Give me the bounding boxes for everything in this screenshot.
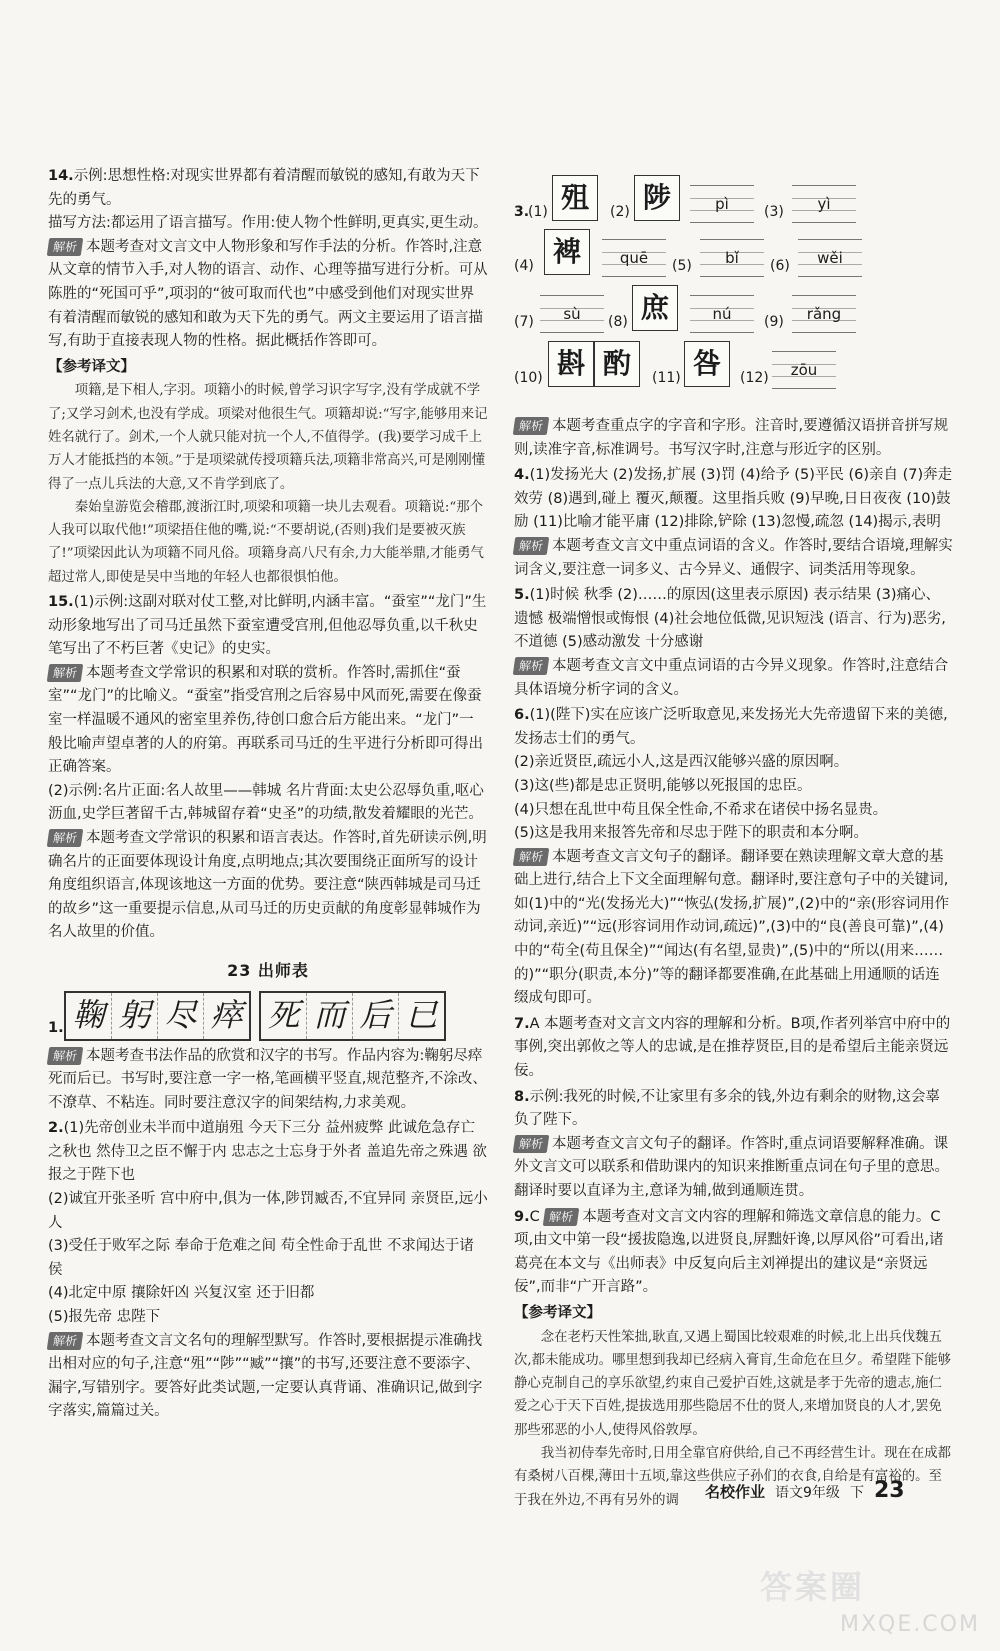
answer-text: A 本题考查对文言文内容的理解和分析。B项,作者列举宫中府中的事例,突出郭攸之等人的忠诚,是在推荐贤臣,目的是希望后主能亲贤远佞。 [514, 1015, 951, 1080]
cell-label: (10) [514, 370, 543, 386]
pinyin-box [690, 295, 754, 333]
calligraphy-char: 鞠 [66, 993, 112, 1039]
question-9 [514, 1206, 954, 1512]
pinyin-text: zōu [790, 361, 818, 379]
calligraphy-box-b [259, 991, 446, 1041]
analysis-text: 本题考查对文言文中人物形象和写作手法的分析。作答时,注意从文章的情节入手,对人物的语言、动作、心理等描写进行分析。可从陈胜的“死国可乎”,项羽的“彼可取而代也”中感受到他们对现实世界有着清醒而敏锐的感知和敢为天下先的勇气。两文主要运用了语言描写,有助于直接表现人物的性格。据此概括作答即可。 [48, 238, 488, 350]
pinyin-text: quē [619, 249, 649, 267]
answer-line: (2)亲近贤臣,疏远小人,这是西汉能够兴盛的原因啊。 [514, 754, 849, 771]
hanzi-box: 殂 [552, 175, 598, 221]
analysis-tag: 解析 [47, 1047, 84, 1065]
calligraphy-char: 瘁 [210, 995, 243, 1034]
question-8 [514, 1086, 954, 1204]
reference-translation-title: 【参考译文】 [514, 1304, 601, 1321]
question-4 [514, 464, 954, 582]
page-footer [705, 1478, 905, 1503]
answer-line: (1)先帝创业未半而中道崩殂 今天下三分 益州疲弊 此诚危急存亡之秋也 然侍卫之臣不懈于内 忠志之士忘身于外者 盖追先帝之殊遇 欲报之于陛下也 [48, 1120, 487, 1184]
answer-text: 示例:我死的时候,不让家里有多余的钱,外边有剩余的财物,这会辜负了陛下。 [514, 1088, 940, 1129]
pinyin-text: bǐ [725, 249, 739, 267]
cell-label: (8) [608, 314, 628, 330]
analysis-tag: 解析 [47, 238, 84, 256]
answer-choice: C [529, 1208, 540, 1225]
answer-text: (2)示例:名片正面:名人故里——韩城 名片背面:太史公忍辱负重,呕心沥血,史学巨著留千古,韩城留存着“史圣”的功绩,散发着耀眼的光芒。 [48, 782, 484, 823]
right-column [514, 165, 954, 1514]
cell-label: (1) [528, 204, 548, 220]
reference-translation-title: 【参考译文】 [48, 358, 135, 375]
pinyin-box [772, 351, 836, 389]
cell-label: (12) [740, 370, 769, 386]
answer-line: (3)受任于败军之际 奉命于危难之间 苟全性命于乱世 不求闻达于诸侯 [48, 1238, 474, 1278]
cell-label: (11) [652, 370, 681, 386]
translation-paragraph: 我当初侍奉先帝时,日用全靠官府供给,自己不再经营生计。现在在成都有桑树八百棵,薄田十五顷,靠这些供应子孙们的衣食,自给是有富裕的。至于我在外边,不再有另外的调 [514, 1446, 952, 1508]
question-number: 5. [514, 587, 530, 604]
question-1 [48, 991, 488, 1116]
pinyin-box [792, 185, 856, 223]
question-5 [514, 584, 954, 702]
cell-label: (9) [764, 314, 784, 330]
analysis-tag: 解析 [47, 829, 84, 847]
question-number: 9. [514, 1208, 530, 1225]
watermark-url: MXQE.COM [840, 1612, 980, 1637]
translation-paragraph: 念在老朽天性笨拙,耿直,又遇上蜀国比较艰难的时候,北上出兵伐魏五次,都未能成功。哪里想到我却已经病入膏肓,生命危在旦夕。希望陛下能够静心克制自己的享乐欲望,约束自己爱护百姓,这就是孝于先帝的遗志,施仁爱之心于天下百姓,提拔选用那些隐居不仕的贤人,来增加贤良的人才,罢免那些邪恶的小人,使得风俗敦厚。 [514, 1329, 952, 1438]
analysis-text: 本题考查文学常识的积累和语言表达。作答时,首先研读示例,明确名片的正面要体现设计角度,点明地点;其次要围绕正面所写的设计角度组织语言,体现该地这一方面的优势。要注意“陕西韩城是司马迁的故乡”这一重要提示信息,从司马迁的历史贡献的角度彰显韩城作为名人故里的价值。 [48, 829, 487, 941]
pinyin-text: pì [715, 195, 729, 213]
answer-line: (4)北定中原 攘除奸凶 兴复汉室 还于旧都 [48, 1285, 315, 1302]
calligraphy-char: 已 [405, 995, 438, 1034]
footer-brand: 名校作业 [705, 1483, 766, 1501]
pinyin-box [602, 239, 666, 277]
page-number: 23 [873, 1478, 905, 1503]
pinyin-text: yì [817, 195, 831, 213]
translation-paragraph: 秦始皇游览会稽郡,渡浙江时,项梁和项籍一块儿去观看。项籍说:“那个人我可以取代他!”项梁捂住他的嘴,说:“不要胡说,(否则)我们是要被灭族了!”项梁因此认为项籍不同凡俗。项籍身高八尺有余,力大能举鼎,才能勇气超过常人,即使是吴中当地的年轻人也都很惧怕他。 [48, 499, 484, 585]
question-number: 4. [514, 467, 530, 484]
hanzi-box: 裨 [544, 229, 590, 275]
hanzi-box: 庶 [632, 285, 678, 331]
answer-line: (3)这(些)都是忠正贤明,能够以死报国的忠臣。 [514, 777, 812, 794]
pinyin-box [792, 295, 856, 333]
pinyin-text: wěi [817, 249, 843, 267]
question-number: 3. [514, 204, 530, 220]
pinyin-text: rǎng [806, 305, 842, 323]
question-15 [48, 591, 488, 945]
pinyin-box [700, 239, 764, 277]
question-number: 6. [514, 707, 530, 724]
question-6 [514, 704, 954, 1011]
question-number: 7. [514, 1015, 530, 1032]
question-3 [514, 165, 954, 462]
answer-text: (1)示例:这副对联对仗工整,对比鲜明,内涵丰富。“蚕室”“龙门”生动形象地写出了司马迁虽然下蚕室遭受宫刑,但他忍辱负重,以千秋史笔写出了不朽巨著《史记》的史实。 [48, 594, 487, 658]
analysis-text: 本题考查书法作品的欣赏和汉字的书写。作品内容为:鞠躬尽瘁 死而后已。书写时,要注意一字一格,笔画横平竖直,规范整齐,不涂改、不潦草、不粘连。同时要注意汉字的间架结构,力求美观。 [48, 1047, 487, 1111]
calligraphy-char: 死 [261, 993, 307, 1039]
hanzi-box: 陟 [634, 175, 680, 221]
analysis-tag: 解析 [513, 657, 550, 675]
analysis-tag: 解析 [513, 417, 550, 435]
answer-text: (1)发扬光大 (2)发扬,扩展 (3)罚 (4)给予 (5)平民 (6)亲自 (7)奔走效劳 (8)遇到,碰上 覆灭,颠覆。这里指兵败 (9)早晚,日日夜夜 (10)鼓励 (11)比喻才能平庸 (12)排除,铲除 (13)忽慢,疏忽 (14)揭示,表明 [514, 467, 953, 531]
footer-term: 下 [849, 1485, 864, 1501]
answer-line: (1)(陛下)实在应该广泛听取意见,来发扬光大先帝遗留下来的美德,发扬志士们的勇气。 [514, 707, 948, 747]
analysis-tag: 解析 [47, 1332, 84, 1350]
pinyin-box [798, 239, 862, 277]
analysis-tag: 解析 [513, 1135, 550, 1153]
calligraphy-row [48, 991, 488, 1041]
analysis-text: 本题考查文言文中重点词语的古今异义现象。作答时,注意结合具体语境分析字词的含义。 [514, 657, 949, 698]
question-7 [514, 1013, 954, 1084]
analysis-text: 本题考查文言文句子的翻译。作答时,重点词语要解释准确。课外文言文可以联系和借助课内的知识来推断重点词在句子里的意思。翻译时要以直译为主,意译为辅,做到通顺连贯。 [514, 1135, 949, 1199]
cell-label: (6) [770, 258, 790, 274]
pinyin-box [540, 295, 604, 333]
question-number: 2. [48, 1120, 64, 1137]
question-14 [48, 165, 488, 589]
hanzi-box: 咎 [684, 341, 730, 387]
question-2 [48, 1117, 488, 1424]
analysis-tag: 解析 [47, 664, 84, 682]
hanzi-box: 斟 [548, 341, 594, 387]
question-number: 8. [514, 1088, 530, 1105]
question-number: 15. [48, 594, 74, 611]
calligraphy-char: 躬 [112, 993, 158, 1039]
analysis-text: 本题考查对文言文内容的理解和筛选文章信息的能力。C项,由文中第一段“援拔隐逸,以进贤良,屏黜奸谗,以厚风俗”可看出,诸葛亮在本文与《出师表》中反复向后主刘禅提出的建议是“亲贤远佞”,而非“广开言路”。 [514, 1208, 944, 1296]
analysis-text: 本题考查文言文名句的理解型默写。作答时,要根据提示准确找出相对应的句子,注意“殂”“陟”“臧”“攘”的书写,还要注意不要添字、漏字,写错别字。要答好此类试题,一定要认真背诵、准确识记,做到字字落实,篇篇过关。 [48, 1332, 483, 1420]
answer-line: 描写方法:都运用了语言描写。作用:使人物个性鲜明,更真实,更生动。 [48, 215, 488, 232]
left-column [48, 165, 488, 1426]
pinyin-text: nú [712, 305, 732, 323]
analysis-tag: 解析 [513, 848, 550, 866]
watermark-logo: 答案圈 [760, 1568, 866, 1606]
analysis-text: 本题考查文学常识的积累和对联的赏析。作答时,需抓住“蚕室”“龙门”的比喻义。“蚕室”指受宫刑之后容易中风而死,需要在像蚕室一样温暖不通风的密室里养伤,待创口愈合后方能出来。“龙门”一般比喻声望卓著的人的府第。再联系司马迁的生平进行分析即可得出正确答案。 [48, 664, 483, 776]
pinyin-hanzi-grid [514, 165, 954, 415]
cell-label: (2) [610, 204, 630, 220]
cell-label: (7) [514, 314, 534, 330]
footer-subject: 语文9年级 [775, 1485, 840, 1501]
calligraphy-char: 而 [307, 993, 353, 1039]
answer-line: (5)报先帝 忠陛下 [48, 1309, 161, 1326]
translation-paragraph: 项籍,是下相人,字羽。项籍小的时候,曾学习识字写字,没有学成就不学了;又学习剑术,也没有学成。项梁对他很生气。项籍却说:“写字,能够用来记姓名就行了。剑术,一个人就只能对抗一个人,不值得学。(我)要学习成千上万人才能抵挡的本领。”于是项梁就传授项籍兵法,项籍非常高兴,可是刚刚懂得了一点儿兵法的大意,又不肯学到底了。 [48, 383, 488, 492]
analysis-tag: 解析 [513, 537, 550, 555]
answer-line: (4)只想在乱世中苟且保全性命,不希求在诸侯中扬名显贵。 [514, 801, 888, 818]
cell-label: (5) [672, 258, 692, 274]
answer-line: (5)这是我用来报答先帝和尽忠于陛下的职责和本分啊。 [514, 825, 869, 842]
hanzi-box: 酌 [594, 341, 640, 387]
cell-label: (3) [764, 204, 784, 220]
analysis-text: 本题考查文言文句子的翻译。翻译要在熟读理解文章大意的基础上进行,结合上下文全面理解句意。翻译时,要注意句子中的关键词,如(1)中的“光(发扬光大)”“恢弘(发扬,扩展)”,(2)中的“亲(形容词用作动词,亲近)”“远(形容词用作动词,疏远)”,(3)中的“良(善良可靠)”,(4)中的“苟全(苟且保全)”“闻达(有名望,显贵)”,(5)中的“所以(用来……的)”“职分(职责,本分)”等的翻译都要准确,在此基础上用通顺的话连缀成句即可。 [514, 848, 950, 1007]
answer-line: (2)诚宜开张圣听 宫中府中,俱为一体,陟罚臧否,不宜异同 亲贤臣,远小人 [48, 1191, 488, 1231]
reference-translation [48, 379, 488, 589]
analysis-text: 本题考查文言文中重点词语的含义。作答时,要结合语境,理解实词含义,要注意一词多义、古今异义、通假字、词类活用等现象。 [514, 537, 953, 578]
question-number: 14. [48, 168, 74, 184]
calligraphy-char: 后 [353, 993, 399, 1039]
pinyin-box [690, 185, 754, 223]
calligraphy-char: 尽 [158, 993, 204, 1039]
analysis-text: 本题考查重点字的字音和字形。注音时,要遵循汉语拼音拼写规则,读准字音,标准调号。书写汉字时,注意与形近字的区别。 [514, 418, 949, 458]
calligraphy-box-a [64, 991, 251, 1041]
answer-text: (1)时候 秋季 (2)……的原因(这里表示原因) 表示结果 (3)痛心、遗憾 极端憎恨或悔恨 (4)社会地位低微,见识短浅 (语言、行为)恶劣,不道德 (5)感动激发 十分感谢 [514, 587, 946, 651]
cell-label: (4) [514, 258, 534, 274]
answer-line: 示例:思想性格:对现实世界都有着清醒而敏锐的感知,有敢为天下先的勇气。 [48, 168, 480, 208]
section-title: 23 出师表 [227, 960, 309, 980]
pinyin-text: sù [563, 305, 581, 323]
question-number: 1. [48, 1019, 64, 1036]
analysis-tag: 解析 [543, 1208, 580, 1226]
